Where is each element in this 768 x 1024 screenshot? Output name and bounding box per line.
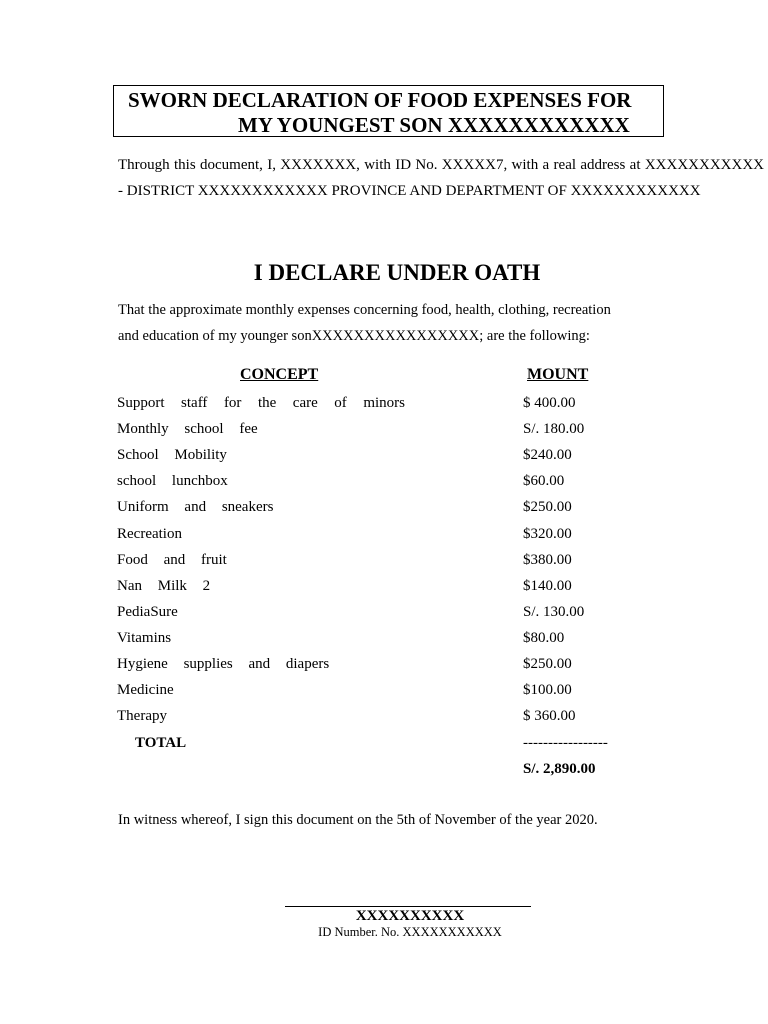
expense-amount: $320.00 [523, 525, 572, 542]
expense-amount: $100.00 [523, 682, 572, 699]
signatory-name: XXXXXXXXXX [355, 908, 465, 924]
expense-amount: $250.00 [523, 656, 572, 672]
title-line-1: SWORN DECLARATION OF FOOD EXPENSES FOR [128, 88, 632, 112]
total-value: S/. 2,890.00 [523, 761, 596, 777]
title-box [113, 85, 664, 137]
witness-statement: In witness whereof, I sign this document on the 5th of November of the year 2020. [118, 812, 598, 828]
expense-amount: $240.00 [523, 447, 572, 464]
expense-concept: school lunchbox [117, 473, 228, 490]
expense-intro-line-2: and education of my younger sonXXXXXXXXXXXXXXXX; are the following: [118, 328, 590, 344]
expense-amount: $250.00 [523, 499, 572, 516]
amount-column-header: MOUNT [527, 366, 589, 383]
expense-amount: S/. 130.00 [523, 603, 585, 620]
expense-amount: $60.00 [523, 473, 565, 490]
oath-heading: I DECLARE UNDER OATH [253, 260, 541, 285]
title-line-2: MY YOUNGEST SON XXXXXXXXXXXX [238, 113, 630, 137]
expense-concept: Monthly school fee [117, 421, 258, 438]
expense-amount: $ 360.00 [523, 708, 576, 725]
expense-concept: Therapy [117, 708, 167, 725]
expense-concept: Recreation [117, 525, 182, 542]
expense-concept: Vitamins [117, 629, 172, 646]
expense-concept: Nan Milk 2 [117, 577, 211, 594]
expense-concept: Hygiene supplies and diapers [117, 656, 330, 672]
expense-amount: $ 400.00 [523, 395, 576, 411]
intro-paragraph: Through this document, I, XXXXXXX, with ID No. XXXXX7, with a real address at XXXXXXXXXXX - DISTRICT XXXXXXXXXXXX PROVINCE AND DEPARTMENT OF XXXXXXXXXXXX [118, 157, 764, 199]
expense-amount: $80.00 [523, 629, 565, 646]
total-label: TOTAL [135, 735, 187, 751]
total-separator: ----------------- [523, 735, 608, 751]
expense-concept: Medicine [117, 682, 174, 699]
expense-concept: School Mobility [117, 447, 227, 464]
signatory-id: ID Number. No. XXXXXXXXXXX [318, 925, 502, 939]
expense-concept: Support staff for the care of minors [117, 395, 405, 411]
expense-intro-line-1: That the approximate monthly expenses concerning food, health, clothing, recreation [118, 302, 611, 318]
expense-intro-paragraph [118, 297, 648, 349]
expense-concept: Uniform and sneakers [117, 499, 274, 516]
expense-concept: Food and fruit [117, 551, 227, 568]
concept-column-header: CONCEPT [240, 366, 319, 383]
expense-concept: PediaSure [117, 603, 178, 620]
expense-amount: $140.00 [523, 577, 572, 594]
expense-amount: $380.00 [523, 551, 572, 568]
expense-amount: S/. 180.00 [523, 421, 585, 438]
